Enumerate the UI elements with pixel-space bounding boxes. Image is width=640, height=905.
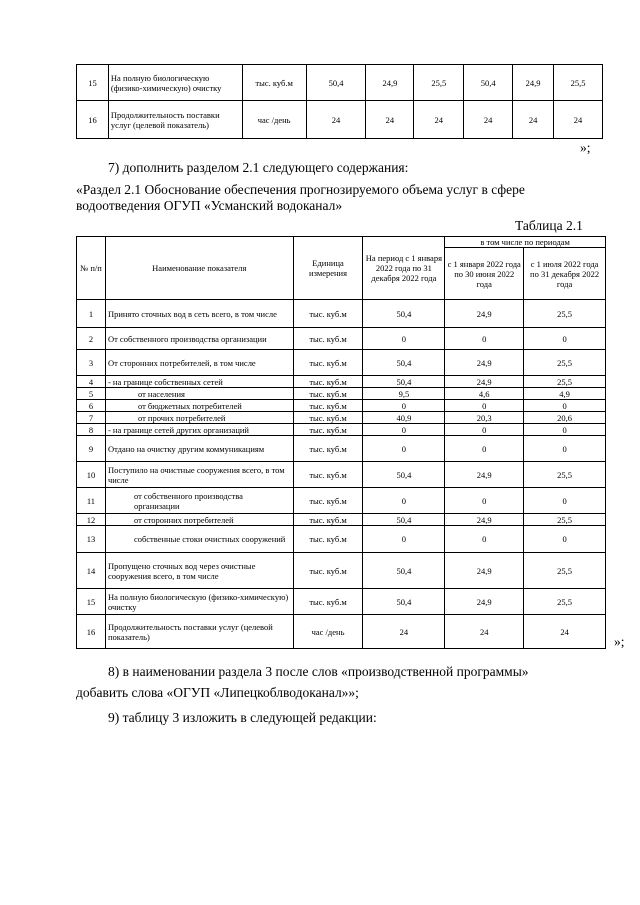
row-number: 15	[77, 589, 106, 615]
value-cell: 0	[445, 488, 524, 514]
indicator-name: от сторонних потребителей	[105, 514, 293, 526]
indicator-name: от прочих потребителей	[105, 412, 293, 424]
value-cell: 25,5	[524, 462, 606, 488]
row-number: 13	[77, 526, 106, 553]
unit-cell: тыс. куб.м	[293, 388, 363, 400]
header-including: в том числе по периодам	[445, 237, 606, 248]
table-row	[77, 526, 606, 553]
value-cell: 25,5	[554, 65, 603, 101]
table-row	[77, 65, 603, 101]
value-cell: 24	[306, 101, 366, 139]
header-half-2: с 1 июля 2022 года по 31 декабря 2022 года	[524, 248, 606, 300]
indicator-name: На полную биологическую (физико-химическую) очистку	[108, 65, 242, 101]
table-row	[77, 328, 606, 350]
unit-cell: тыс. куб.м	[293, 328, 363, 350]
unit-cell: тыс. куб.м	[293, 526, 363, 553]
value-cell: 24,9	[445, 514, 524, 526]
value-cell: 24,9	[445, 376, 524, 388]
value-cell: 50,4	[363, 376, 445, 388]
value-cell: 0	[363, 328, 445, 350]
value-cell: 0	[524, 400, 606, 412]
unit-cell: тыс. куб.м	[293, 462, 363, 488]
table-row	[77, 300, 606, 328]
value-cell: 0	[524, 436, 606, 462]
indicator-name: - на границе собственных сетей	[105, 376, 293, 388]
value-cell: 0	[524, 328, 606, 350]
value-cell: 24	[554, 101, 603, 139]
unit-cell: тыс. куб.м	[293, 350, 363, 376]
header-name: Наименование показателя	[105, 237, 293, 300]
table-row	[77, 514, 606, 526]
value-cell: 0	[445, 328, 524, 350]
indicator-name: От сторонних потребителей, в том числе	[105, 350, 293, 376]
indicator-name: Продолжительность поставки услуг (целевой показатель)	[108, 101, 242, 139]
value-cell: 24	[445, 615, 524, 649]
value-cell: 25,5	[524, 350, 606, 376]
value-cell: 24	[464, 101, 513, 139]
value-cell: 24	[524, 615, 606, 649]
section-title-line2: водоотведения ОГУП «Усманский водоканал»	[76, 198, 343, 213]
row-number: 15	[77, 65, 109, 101]
value-cell: 50,4	[363, 514, 445, 526]
unit-cell: час /день	[293, 615, 363, 649]
item-8-line1: 8) в наименовании раздела 3 после слов «производственной программы»	[108, 664, 529, 679]
value-cell: 24	[414, 101, 464, 139]
value-cell: 0	[524, 424, 606, 436]
value-cell: 0	[445, 400, 524, 412]
indicator-name: Принято сточных вод в сеть всего, в том числе	[105, 300, 293, 328]
indicator-name: От собственного производства организации	[105, 328, 293, 350]
item-9-text: 9) таблицу 3 изложить в следующей редакции:	[108, 710, 377, 725]
unit-cell: тыс. куб.м	[293, 424, 363, 436]
item-7-text: 7) дополнить разделом 2.1 следующего содержания:	[108, 160, 409, 175]
value-cell: 9,5	[363, 388, 445, 400]
value-cell: 24,9	[513, 65, 554, 101]
value-cell: 25,5	[524, 589, 606, 615]
value-cell: 50,4	[363, 589, 445, 615]
value-cell: 4,9	[524, 388, 606, 400]
indicator-name: от бюджетных потребителей	[105, 400, 293, 412]
row-number: 4	[77, 376, 106, 388]
row-number: 16	[77, 101, 109, 139]
section-title-line1: «Раздел 2.1 Обоснование обеспечения прогнозируемого объема услуг в сфере	[76, 182, 525, 197]
indicator-name: Поступило на очистные сооружения всего, в том числе	[105, 462, 293, 488]
value-cell: 50,4	[363, 350, 445, 376]
table-row	[77, 615, 606, 649]
value-cell: 0	[445, 526, 524, 553]
row-number: 10	[77, 462, 106, 488]
row-number: 7	[77, 412, 106, 424]
row-number: 14	[77, 553, 106, 589]
value-cell: 24,9	[445, 350, 524, 376]
table-2-1	[76, 236, 606, 649]
indicator-name: от населения	[105, 388, 293, 400]
table-row	[77, 462, 606, 488]
row-number: 12	[77, 514, 106, 526]
row-number: 5	[77, 388, 106, 400]
header-row	[77, 237, 606, 248]
value-cell: 25,5	[524, 300, 606, 328]
row-number: 2	[77, 328, 106, 350]
value-cell: 25,5	[524, 553, 606, 589]
table-row	[77, 412, 606, 424]
table-row	[77, 488, 606, 514]
value-cell: 50,4	[306, 65, 366, 101]
row-number: 16	[77, 615, 106, 649]
value-cell: 50,4	[363, 553, 445, 589]
closing-mark: »;	[614, 634, 625, 649]
row-number: 1	[77, 300, 106, 328]
row-number: 6	[77, 400, 106, 412]
value-cell: 0	[363, 424, 445, 436]
unit-cell: тыс. куб.м	[242, 65, 306, 101]
unit-cell: час /день	[242, 101, 306, 139]
table-row	[77, 376, 606, 388]
unit-cell: тыс. куб.м	[293, 514, 363, 526]
header-unit: Единица измерения	[293, 237, 363, 300]
table-row	[77, 424, 606, 436]
value-cell: 24	[513, 101, 554, 139]
value-cell: 0	[363, 436, 445, 462]
indicator-name: Отдано на очистку другим коммуникациям	[105, 436, 293, 462]
table-row	[77, 388, 606, 400]
row-number: 11	[77, 488, 106, 514]
value-cell: 24,9	[445, 589, 524, 615]
table-row	[77, 589, 606, 615]
value-cell: 24,9	[445, 553, 524, 589]
value-cell: 24,9	[366, 65, 414, 101]
value-cell: 24	[363, 615, 445, 649]
unit-cell: тыс. куб.м	[293, 553, 363, 589]
indicator-name: Продолжительность поставки услуг (целевой показатель)	[105, 615, 293, 649]
value-cell: 4,6	[445, 388, 524, 400]
row-number: 9	[77, 436, 106, 462]
closing-mark: »;	[580, 140, 591, 155]
indicator-name: На полную биологическую (физико-химическую) очистку	[105, 589, 293, 615]
value-cell: 50,4	[363, 300, 445, 328]
value-cell: 0	[524, 488, 606, 514]
row-number: 3	[77, 350, 106, 376]
unit-cell: тыс. куб.м	[293, 400, 363, 412]
unit-cell: тыс. куб.м	[293, 436, 363, 462]
value-cell: 0	[445, 436, 524, 462]
unit-cell: тыс. куб.м	[293, 488, 363, 514]
value-cell: 0	[363, 526, 445, 553]
table-row	[77, 553, 606, 589]
value-cell: 25,5	[414, 65, 464, 101]
header-half-1: с 1 января 2022 года по 30 июня 2022 года	[445, 248, 524, 300]
value-cell: 25,5	[524, 376, 606, 388]
indicator-name: от собственного производства организации	[105, 488, 293, 514]
item-8-line2: добавить слова «ОГУП «Липецкоблводоканал»»;	[76, 685, 359, 700]
table-row	[77, 436, 606, 462]
indicator-name: собственные стоки очистных сооружений	[105, 526, 293, 553]
value-cell: 50,4	[464, 65, 513, 101]
value-cell: 0	[363, 488, 445, 514]
value-cell: 0	[524, 526, 606, 553]
continuation-table	[76, 64, 603, 139]
unit-cell: тыс. куб.м	[293, 300, 363, 328]
value-cell: 50,4	[363, 462, 445, 488]
value-cell: 24,9	[445, 300, 524, 328]
unit-cell: тыс. куб.м	[293, 589, 363, 615]
value-cell: 40,9	[363, 412, 445, 424]
unit-cell: тыс. куб.м	[293, 412, 363, 424]
indicator-name: Пропущено сточных вод через очистные сооружения всего, в том числе	[105, 553, 293, 589]
value-cell: 20,6	[524, 412, 606, 424]
value-cell: 24	[366, 101, 414, 139]
header-period: На период с 1 января 2022 года по 31 декабря 2022 года	[363, 237, 445, 300]
value-cell: 24,9	[445, 462, 524, 488]
indicator-name: - на границе сетей других организаций	[105, 424, 293, 436]
value-cell: 0	[445, 424, 524, 436]
unit-cell: тыс. куб.м	[293, 376, 363, 388]
table-row	[77, 101, 603, 139]
value-cell: 0	[363, 400, 445, 412]
value-cell: 20,3	[445, 412, 524, 424]
table-row	[77, 400, 606, 412]
table-row	[77, 350, 606, 376]
table-label: Таблица 2.1	[515, 218, 583, 233]
header-num: № п/п	[77, 237, 106, 300]
value-cell: 25,5	[524, 514, 606, 526]
row-number: 8	[77, 424, 106, 436]
